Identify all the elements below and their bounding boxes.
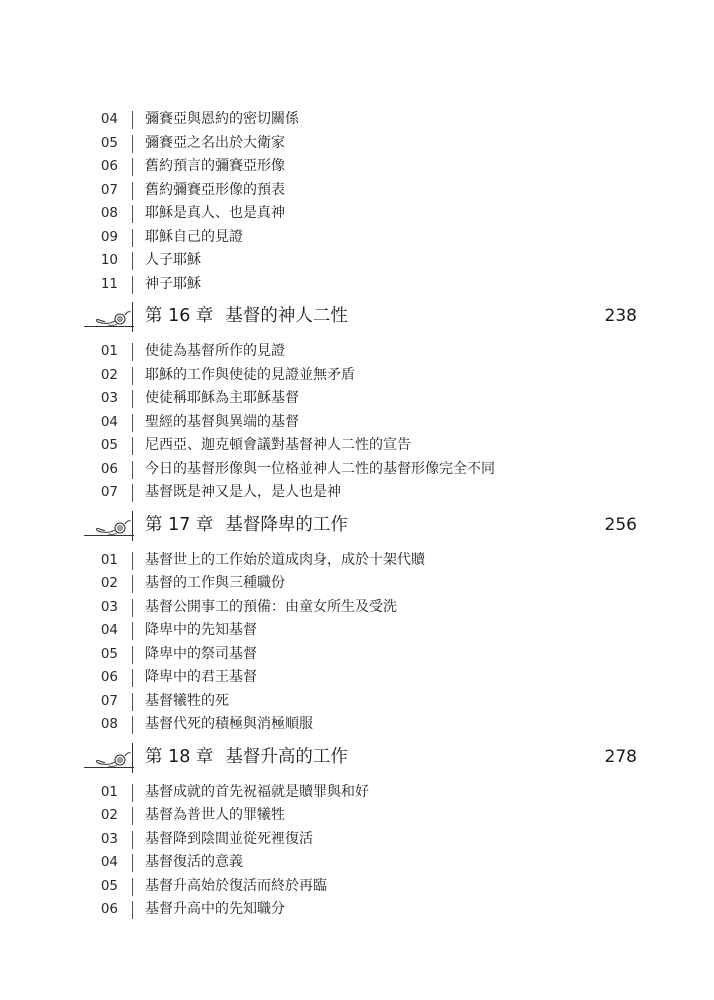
entry-title: 使徒為基督所作的見證 <box>145 343 285 359</box>
entry-divider <box>132 135 133 153</box>
toc-entry <box>0 387 714 411</box>
entry-divider <box>132 622 133 640</box>
entry-number: 01 <box>100 783 118 800</box>
table-of-contents <box>0 108 714 922</box>
entry-title: 降卑中的先知基督 <box>145 622 257 638</box>
entry-number: 05 <box>100 645 118 662</box>
entry-divider <box>132 252 133 270</box>
chapter-ornament-icon <box>84 302 134 332</box>
toc-entry <box>0 619 714 643</box>
entry-number: 04 <box>100 413 118 430</box>
entry-divider <box>132 831 133 849</box>
toc-entry <box>0 690 714 714</box>
chapter-title: 基督降卑的工作 <box>225 514 348 535</box>
entry-divider <box>132 854 133 872</box>
chapter-label: 第 16 章 <box>145 306 214 326</box>
entry-title: 降卑中的祭司基督 <box>145 645 257 662</box>
entry-divider <box>132 901 133 919</box>
entry-number: 03 <box>100 598 118 615</box>
entry-title: 基督世上的工作始於道成肉身，成於十架代贖 <box>145 551 425 568</box>
chapter-ornament-icon <box>84 511 134 541</box>
entry-divider <box>132 784 133 802</box>
toc-entry <box>0 458 714 482</box>
entry-number: 08 <box>100 716 118 732</box>
toc-entry <box>0 155 714 179</box>
toc-entry <box>0 898 714 922</box>
toc-entry <box>0 434 714 458</box>
entry-number: 04 <box>100 622 118 638</box>
toc-entry <box>0 273 714 297</box>
chapter-page-number: 238 <box>604 306 637 326</box>
entry-title: 舊約彌賽亞形像的預表 <box>145 181 285 198</box>
chapter-title-line <box>145 745 348 769</box>
toc-entry <box>0 875 714 899</box>
entry-title: 降卑中的君王基督 <box>145 669 257 685</box>
toc-entry <box>0 481 714 505</box>
entry-divider <box>132 646 133 664</box>
toc-entry <box>0 364 714 388</box>
entry-title: 基督既是神又是人，是人也是神 <box>145 484 341 500</box>
entry-divider <box>132 716 133 734</box>
chapter-page-number: 256 <box>604 514 637 535</box>
entry-title: 耶穌自己的見證 <box>145 228 243 245</box>
entry-divider <box>132 111 133 129</box>
entry-number: 04 <box>100 854 118 870</box>
chapter-page-number: 278 <box>604 746 637 767</box>
entry-divider <box>132 437 133 455</box>
entry-number: 05 <box>100 134 118 151</box>
entry-number: 09 <box>100 228 118 245</box>
entry-number: 08 <box>100 205 118 221</box>
entry-divider <box>132 484 133 502</box>
chapter-ornament-icon <box>84 743 134 773</box>
entry-title: 舊約預言的彌賽亞形像 <box>145 158 285 174</box>
toc-entry <box>0 781 714 805</box>
entry-number: 06 <box>100 158 118 174</box>
entry-number: 03 <box>100 830 118 847</box>
entry-divider <box>132 367 133 385</box>
toc-entry <box>0 643 714 667</box>
entry-divider <box>132 414 133 432</box>
toc-entry <box>0 249 714 273</box>
entry-title: 人子耶穌 <box>145 252 201 268</box>
chapter-label: 第 17 章 <box>145 514 214 535</box>
toc-entry <box>0 549 714 573</box>
entry-divider <box>132 182 133 200</box>
entry-title: 尼西亞、迦克頓會議對基督神人二性的宣告 <box>145 437 411 453</box>
entry-divider <box>132 575 133 593</box>
chapter-heading <box>0 505 714 549</box>
entry-title: 耶穌的工作與使徒的見證並無矛盾 <box>145 366 355 383</box>
entry-divider <box>132 158 133 176</box>
toc-entry <box>0 411 714 435</box>
entry-title: 基督的工作與三種職份 <box>145 575 285 591</box>
entry-title: 彌賽亞與恩約的密切關係 <box>145 111 299 127</box>
entry-number: 06 <box>100 669 118 685</box>
entry-title: 神子耶穌 <box>145 275 201 292</box>
toc-entry <box>0 108 714 132</box>
toc-entry <box>0 713 714 737</box>
toc-entry <box>0 851 714 875</box>
entry-number: 07 <box>100 181 118 198</box>
entry-number: 07 <box>100 484 118 500</box>
entry-divider <box>132 693 133 711</box>
entry-title: 彌賽亞之名出於大衛家 <box>145 134 285 151</box>
entry-number: 02 <box>100 366 118 383</box>
entry-divider <box>132 878 133 896</box>
entry-number: 01 <box>100 551 118 568</box>
entry-number: 10 <box>100 252 118 268</box>
entry-title: 耶穌是真人、也是真神 <box>145 205 285 221</box>
entry-divider <box>132 669 133 687</box>
toc-entry <box>0 828 714 852</box>
toc-entry <box>0 202 714 226</box>
entry-title: 基督犧牲的死 <box>145 692 229 709</box>
toc-entry <box>0 340 714 364</box>
entry-number: 02 <box>100 575 118 591</box>
chapter-title: 基督的神人二性 <box>225 306 348 326</box>
entry-number: 11 <box>100 275 118 292</box>
entry-title: 基督復活的意義 <box>145 854 243 870</box>
chapter-heading <box>0 737 714 781</box>
entry-divider <box>132 599 133 617</box>
entry-title: 使徒稱耶穌為主耶穌基督 <box>145 390 299 406</box>
chapter-title-line <box>145 513 348 537</box>
toc-entry <box>0 179 714 203</box>
entry-divider <box>132 276 133 294</box>
entry-title: 基督為普世人的罪犧牲 <box>145 807 285 823</box>
toc-entry <box>0 226 714 250</box>
entry-title: 聖經的基督與異端的基督 <box>145 413 299 430</box>
toc-entry <box>0 666 714 690</box>
entry-divider <box>132 807 133 825</box>
entry-title: 今日的基督形像與一位格並神人二性的基督形像完全不同 <box>145 460 495 477</box>
chapter-title: 基督升高的工作 <box>225 746 348 767</box>
entry-divider <box>132 552 133 570</box>
entry-number: 05 <box>100 437 118 453</box>
entry-number: 02 <box>100 807 118 823</box>
entry-divider <box>132 390 133 408</box>
entry-number: 01 <box>100 343 118 359</box>
chapter-title-line <box>145 304 348 328</box>
entry-title: 基督成就的首先祝福就是贖罪與和好 <box>145 783 369 800</box>
entry-number: 05 <box>100 877 118 894</box>
entry-number: 06 <box>100 460 118 477</box>
toc-entry <box>0 132 714 156</box>
toc-entry <box>0 804 714 828</box>
entry-title: 基督公開事工的預備：由童女所生及受洗 <box>145 598 397 615</box>
entry-title: 基督降到陰間並從死裡復活 <box>145 830 313 847</box>
toc-entry <box>0 572 714 596</box>
entry-number: 04 <box>100 111 118 127</box>
entry-title: 基督升高中的先知職分 <box>145 901 285 917</box>
entry-title: 基督代死的積極與消極順服 <box>145 716 313 732</box>
entry-divider <box>132 343 133 361</box>
entry-number: 06 <box>100 901 118 917</box>
entry-divider <box>132 461 133 479</box>
entry-divider <box>132 229 133 247</box>
chapter-heading <box>0 296 714 340</box>
chapter-label: 第 18 章 <box>145 746 214 767</box>
entry-title: 基督升高始於復活而終於再臨 <box>145 877 327 894</box>
toc-entry <box>0 596 714 620</box>
entry-divider <box>132 205 133 223</box>
entry-number: 03 <box>100 390 118 406</box>
entry-number: 07 <box>100 692 118 709</box>
